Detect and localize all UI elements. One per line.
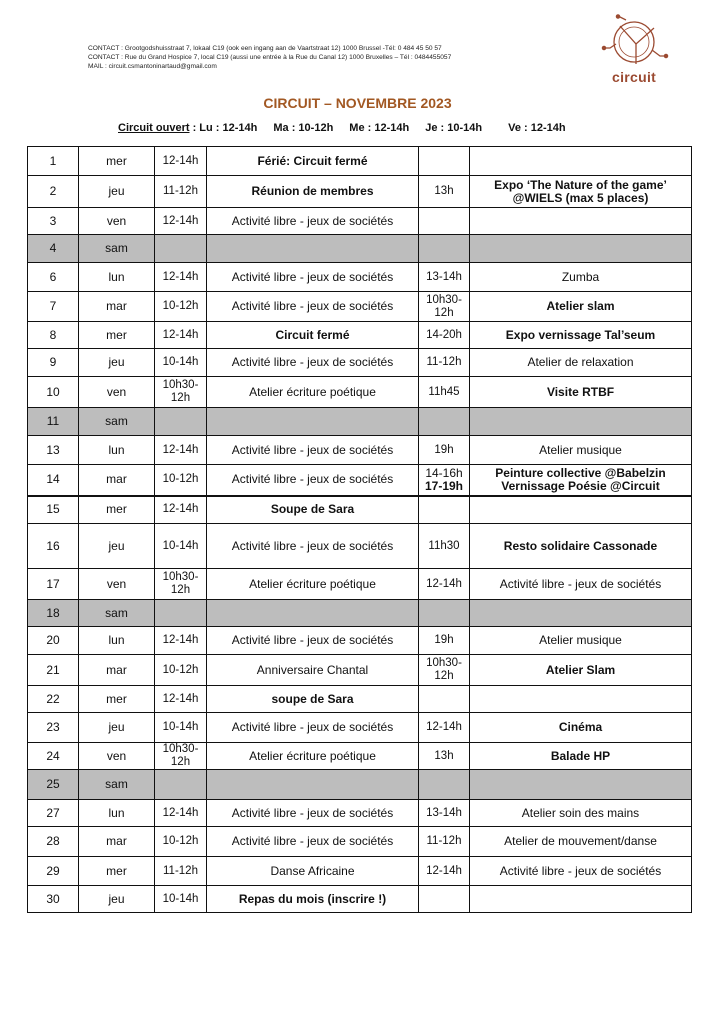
day-cell: sam <box>79 408 155 436</box>
schedule-row <box>28 627 692 655</box>
time2-cell: 13-14h <box>419 800 470 827</box>
time2-cell: 11-12h <box>419 827 470 857</box>
time2-cell <box>419 886 470 913</box>
time-cell: 12-14h <box>155 436 207 465</box>
date-cell: 11 <box>28 408 79 436</box>
activity-cell <box>207 235 419 263</box>
schedule-body <box>28 147 692 913</box>
day-cell: sam <box>79 235 155 263</box>
time2-cell: 19h <box>419 436 470 465</box>
date-cell: 3 <box>28 208 79 235</box>
schedule-row-saturday <box>28 408 692 436</box>
time2-cell <box>419 770 470 800</box>
time-cell <box>155 408 207 436</box>
time-cell <box>155 770 207 800</box>
event-cell: Atelier Slam <box>470 655 692 686</box>
event-cell: Atelier musique <box>470 627 692 655</box>
time2-cell: 11-12h <box>419 349 470 377</box>
day-cell: mar <box>79 655 155 686</box>
schedule-row <box>28 496 692 524</box>
event-cell: Expo ‘The Nature of the game’ @WIELS (max 5 places) <box>470 176 692 208</box>
activity-cell: Danse Africaine <box>207 857 419 886</box>
event-cell <box>470 600 692 627</box>
day-cell: jeu <box>79 524 155 569</box>
time2-cell <box>419 496 470 524</box>
time-cell: 11-12h <box>155 176 207 208</box>
opening-hours-wed: Me : 12-14h <box>349 122 410 134</box>
event-cell <box>470 465 692 496</box>
schedule-row-saturday <box>28 600 692 627</box>
time2-cell <box>419 235 470 263</box>
day-cell: ven <box>79 208 155 235</box>
date-cell: 18 <box>28 600 79 627</box>
schedule-row-saturday <box>28 770 692 800</box>
event-cell <box>470 147 692 176</box>
time-cell: 10-14h <box>155 886 207 913</box>
time2-cell: 10h30-12h <box>419 292 470 322</box>
activity-cell: Atelier écriture poétique <box>207 743 419 770</box>
time2-cell: 19h <box>419 627 470 655</box>
schedule-row <box>28 322 692 349</box>
activity-cell: Activité libre - jeux de sociétés <box>207 208 419 235</box>
schedule-row <box>28 800 692 827</box>
date-cell: 15 <box>28 496 79 524</box>
date-cell: 8 <box>28 322 79 349</box>
opening-hours-tue: Ma : 10-12h <box>273 122 334 134</box>
time-cell: 12-14h <box>155 800 207 827</box>
event-cell <box>470 235 692 263</box>
activity-cell: Repas du mois (inscrire !) <box>207 886 419 913</box>
time2-cell: 10h30-12h <box>419 655 470 686</box>
schedule-row <box>28 465 692 496</box>
event-cell: Activité libre - jeux de sociétés <box>470 857 692 886</box>
event-cell: Resto solidaire Cassonade <box>470 524 692 569</box>
schedule-table <box>27 146 692 913</box>
contact-line-fr: CONTACT : Rue du Grand Hospice 7, local C19 (aussi une entrée à la Rue du Canal 12) 1000 Bruxelles – Tél : 0484455057 <box>88 54 452 61</box>
day-cell: sam <box>79 770 155 800</box>
date-cell: 4 <box>28 235 79 263</box>
time-cell: 12-14h <box>155 686 207 713</box>
day-cell: jeu <box>79 176 155 208</box>
schedule-row <box>28 176 692 208</box>
activity-cell: Activité libre - jeux de sociétés <box>207 713 419 743</box>
event-cell: Activité libre - jeux de sociétés <box>470 569 692 600</box>
time2-cell <box>419 600 470 627</box>
time-cell: 10-14h <box>155 349 207 377</box>
time-cell: 10-14h <box>155 713 207 743</box>
day-cell: mar <box>79 827 155 857</box>
activity-cell: Réunion de membres <box>207 176 419 208</box>
event-line: Peinture collective @Babelzin <box>495 465 666 480</box>
contact-email: MAIL : circuit.csmantoninartaud@gmail.com <box>88 63 217 70</box>
time2-cell: 11h45 <box>419 377 470 408</box>
time-cell: 10-14h <box>155 524 207 569</box>
schedule-row-saturday <box>28 235 692 263</box>
opening-hours-separator: : <box>189 122 200 134</box>
event-cell: Atelier de relaxation <box>470 349 692 377</box>
activity-cell: Activité libre - jeux de sociétés <box>207 800 419 827</box>
time2-cell <box>419 465 470 496</box>
time-cell: 10-12h <box>155 465 207 496</box>
day-cell: mer <box>79 496 155 524</box>
day-cell: mer <box>79 686 155 713</box>
opening-hours-fri: Ve : 12-14h <box>508 122 566 134</box>
time2-cell: 12-14h <box>419 857 470 886</box>
day-cell: lun <box>79 436 155 465</box>
time-cell: 10h30-12h <box>155 743 207 770</box>
date-cell: 17 <box>28 569 79 600</box>
activity-cell: Circuit fermé <box>207 322 419 349</box>
date-cell: 24 <box>28 743 79 770</box>
activity-cell: Soupe de Sara <box>207 496 419 524</box>
schedule-row <box>28 292 692 322</box>
date-cell: 23 <box>28 713 79 743</box>
date-cell: 28 <box>28 827 79 857</box>
event-cell <box>470 408 692 436</box>
time2-cell: 13h <box>419 743 470 770</box>
time-cell: 12-14h <box>155 322 207 349</box>
event-cell: Atelier slam <box>470 292 692 322</box>
activity-cell: Activité libre - jeux de sociétés <box>207 263 419 292</box>
time2-cell <box>419 686 470 713</box>
event-line: Vernissage Poésie @Circuit <box>501 478 660 493</box>
date-cell: 20 <box>28 627 79 655</box>
date-cell: 2 <box>28 176 79 208</box>
schedule-row <box>28 263 692 292</box>
date-cell: 10 <box>28 377 79 408</box>
day-cell: lun <box>79 800 155 827</box>
activity-cell: Atelier écriture poétique <box>207 569 419 600</box>
opening-hours <box>118 122 566 134</box>
schedule-row <box>28 208 692 235</box>
circuit-logo <box>596 14 670 86</box>
time-cell: 11-12h <box>155 857 207 886</box>
event-cell: Expo vernissage Tal’seum <box>470 322 692 349</box>
day-cell: lun <box>79 263 155 292</box>
date-cell: 21 <box>28 655 79 686</box>
activity-cell <box>207 408 419 436</box>
time-cell <box>155 600 207 627</box>
activity-cell: Activité libre - jeux de sociétés <box>207 349 419 377</box>
contact-line-nl: CONTACT : Grootgodshuisstraat 7, lokaal C19 (ook een ingang aan de Vaartstraat 12) 1000 Brussel -Tél: 0 484 45 50 57 <box>88 45 442 52</box>
time-cell: 12-14h <box>155 263 207 292</box>
time-cell: 10h30-12h <box>155 377 207 408</box>
activity-cell: Activité libre - jeux de sociétés <box>207 827 419 857</box>
time2-cell: 12-14h <box>419 713 470 743</box>
logo-circle-icon <box>596 14 670 74</box>
date-cell: 30 <box>28 886 79 913</box>
day-cell: mar <box>79 465 155 496</box>
date-cell: 22 <box>28 686 79 713</box>
day-cell: sam <box>79 600 155 627</box>
date-cell: 9 <box>28 349 79 377</box>
time-cell: 10-12h <box>155 827 207 857</box>
event-cell: Zumba <box>470 263 692 292</box>
date-cell: 25 <box>28 770 79 800</box>
schedule-row <box>28 713 692 743</box>
schedule-row <box>28 147 692 176</box>
schedule-row <box>28 655 692 686</box>
time-cell: 10-12h <box>155 292 207 322</box>
schedule-row <box>28 524 692 569</box>
day-cell: jeu <box>79 886 155 913</box>
day-cell: jeu <box>79 713 155 743</box>
logo-text: circuit <box>612 69 657 85</box>
activity-cell: Férié: Circuit fermé <box>207 147 419 176</box>
date-cell: 13 <box>28 436 79 465</box>
day-cell: ven <box>79 743 155 770</box>
time-cell: 12-14h <box>155 147 207 176</box>
event-cell: Atelier soin des mains <box>470 800 692 827</box>
contact-block <box>88 44 568 71</box>
schedule-row <box>28 436 692 465</box>
event-cell <box>470 770 692 800</box>
opening-hours-label: Circuit ouvert <box>118 122 190 134</box>
schedule-row <box>28 686 692 713</box>
schedule-row <box>28 886 692 913</box>
date-cell: 1 <box>28 147 79 176</box>
time2-cell: 13h <box>419 176 470 208</box>
event-cell: Balade HP <box>470 743 692 770</box>
time-cell: 12-14h <box>155 208 207 235</box>
event-cell <box>470 496 692 524</box>
date-cell: 29 <box>28 857 79 886</box>
activity-cell: Activité libre - jeux de sociétés <box>207 436 419 465</box>
event-cell: Atelier musique <box>470 436 692 465</box>
date-cell: 7 <box>28 292 79 322</box>
schedule-row <box>28 857 692 886</box>
day-cell: mar <box>79 292 155 322</box>
event-cell: Visite RTBF <box>470 377 692 408</box>
day-cell: ven <box>79 377 155 408</box>
activity-cell: Activité libre - jeux de sociétés <box>207 465 419 496</box>
schedule-row <box>28 569 692 600</box>
activity-cell: soupe de Sara <box>207 686 419 713</box>
date-cell: 16 <box>28 524 79 569</box>
time2-line: 17-19h <box>424 478 464 493</box>
opening-hours-thu: Je : 10-14h <box>425 122 483 134</box>
event-cell: Cinéma <box>470 713 692 743</box>
activity-cell: Activité libre - jeux de sociétés <box>207 627 419 655</box>
time2-cell <box>419 408 470 436</box>
time-cell <box>155 235 207 263</box>
time2-cell: 14-20h <box>419 322 470 349</box>
schedule-row <box>28 349 692 377</box>
time2-line: 14-16h <box>425 465 463 480</box>
time2-cell: 12-14h <box>419 569 470 600</box>
day-cell: lun <box>79 627 155 655</box>
time2-cell: 13-14h <box>419 263 470 292</box>
day-cell: jeu <box>79 349 155 377</box>
date-cell: 6 <box>28 263 79 292</box>
time-cell: 12-14h <box>155 627 207 655</box>
activity-cell: Anniversaire Chantal <box>207 655 419 686</box>
activity-cell: Activité libre - jeux de sociétés <box>207 292 419 322</box>
activity-cell: Atelier écriture poétique <box>207 377 419 408</box>
activity-cell <box>207 600 419 627</box>
time-cell: 12-14h <box>155 496 207 524</box>
event-cell: Atelier de mouvement/danse <box>470 827 692 857</box>
time-cell: 10h30-12h <box>155 569 207 600</box>
event-cell <box>470 886 692 913</box>
day-cell: mer <box>79 857 155 886</box>
day-cell: mer <box>79 322 155 349</box>
date-cell: 14 <box>28 465 79 496</box>
time-cell: 10-12h <box>155 655 207 686</box>
time2-cell <box>419 208 470 235</box>
time2-cell <box>419 147 470 176</box>
activity-cell <box>207 770 419 800</box>
event-cell <box>470 208 692 235</box>
event-cell <box>470 686 692 713</box>
time2-cell: 11h30 <box>419 524 470 569</box>
schedule-row <box>28 743 692 770</box>
activity-cell: Activité libre - jeux de sociétés <box>207 524 419 569</box>
schedule-row <box>28 827 692 857</box>
day-cell: mer <box>79 147 155 176</box>
opening-hours-mon: Lu : 12-14h <box>199 122 258 134</box>
page-title: CIRCUIT – NOVEMBRE 2023 <box>263 95 452 111</box>
date-cell: 27 <box>28 800 79 827</box>
schedule-row <box>28 377 692 408</box>
day-cell: ven <box>79 569 155 600</box>
